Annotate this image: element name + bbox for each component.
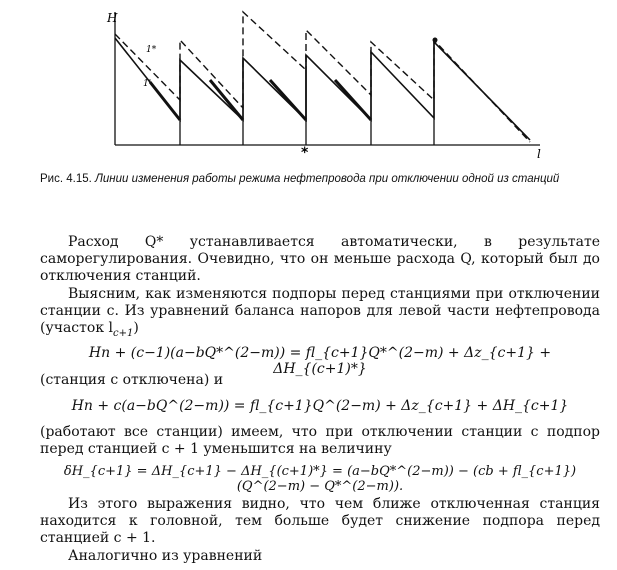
paragraph-2: Выясним, как изменяются подпоры перед станциями при отключении станции c. Из уравнений баланса напоров для левой части нефтепровода (участок $l_{c+1}$)	[40, 286, 600, 339]
formula-1: Hп + (c−1)(a−bQ*^(2−m)) = fl_{c+1}Q*^(2−m) + Δz_{c+1} + ΔH_{(c+1)*}	[88, 345, 552, 377]
curve-label-2: 1'	[143, 79, 152, 89]
curve-label-1: 1*	[146, 45, 157, 55]
y-axis-label: H	[107, 11, 118, 25]
paragraph-1: Расход Q* устанавливается автоматически, в результате саморегулирования. Очевидно, что он меньше расхода Q, который был до отключения станций.	[40, 234, 600, 284]
paragraph-3: (станция c отключена) и	[40, 372, 224, 388]
end-dot	[433, 38, 438, 43]
head-diagram	[0, 0, 617, 170]
formula-3: δH_{c+1} = ΔH_{c+1} − ΔH_{(c+1)*} = (a−bQ*^(2−m)) − (cb + fl_{c+1})(Q^(2−m) − Q*^(2−m)).	[63, 464, 577, 494]
paragraph-6: Аналогично из уравнений	[68, 548, 263, 564]
off-station-marker: *	[301, 145, 309, 161]
figure-number: Рис. 4.15.	[40, 173, 92, 185]
station-lines	[180, 42, 434, 145]
paragraph-4: (работают все станции) имеем, что при отключении станции c подпор перед станцией c + 1 уменьшится на величину	[40, 424, 600, 457]
formula-2: Hп + c(a−bQ^(2−m)) = fl_{c+1}Q^(2−m) + Δz_{c+1} + ΔH_{c+1}	[71, 398, 569, 414]
x-axis-label: l	[537, 147, 541, 161]
paragraph-5: Из этого выражения видно, что чем ближе отключенная станция находится к головной, тем больше будет снижение подпора перед станцией c + 1.	[40, 496, 600, 546]
normal-regime-line	[115, 38, 530, 140]
figure-caption-text: Линии изменения работы режима нефтепровода при отключении одной из станций	[95, 173, 560, 185]
figure-caption	[40, 172, 600, 187]
